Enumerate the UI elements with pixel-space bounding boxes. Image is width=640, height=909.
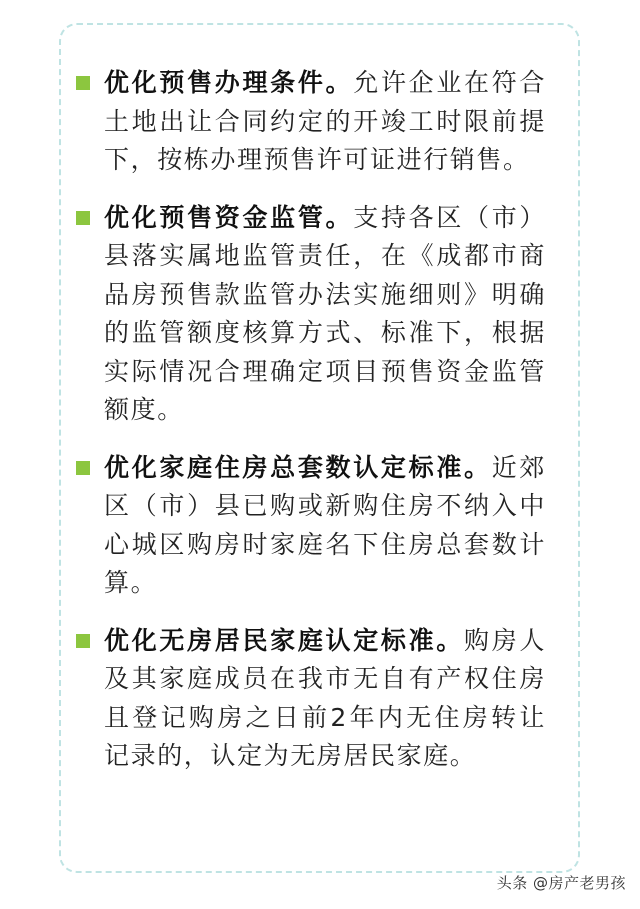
- square-bullet-icon: [76, 461, 90, 475]
- author-watermark: 头条 @房产老男孩: [496, 874, 626, 892]
- policy-item-title: 优化家庭住房总套数认定标准。: [104, 452, 492, 482]
- square-bullet-icon: [76, 634, 90, 648]
- policy-item-presale-funds: [76, 199, 546, 430]
- policy-item-housing-count: [76, 449, 546, 603]
- policy-item-body: 购房人及其家庭成员在我市无自有产权住房且登记购房之日前2年内无住房转让记录的，认定为无房居民家庭。: [104, 625, 546, 770]
- policy-item-title: 优化预售办理条件。: [104, 68, 354, 97]
- square-bullet-icon: [76, 211, 90, 225]
- policy-item-no-house-family: [76, 622, 546, 776]
- policy-item-title: 优化预售资金监管。: [104, 202, 354, 232]
- policy-item-body: 支持各区（市）县落实属地监管责任，在《成都市商品房预售款监管办法实施细则》明确的监管额度核算方式、标准下，根据实际情况合理确定项目预售资金监管额度。: [104, 202, 547, 424]
- policy-list: [76, 64, 546, 795]
- policy-item-body: 近郊区（市）县已购或新购住房不纳入中心城区购房时家庭名下住房总套数计算。: [104, 452, 546, 597]
- square-bullet-icon: [76, 76, 90, 90]
- policy-item-body: 允许企业在符合土地出让合同约定的开竣工时限前提下，按栋办理预售许可证进行销售。: [104, 68, 547, 174]
- policy-item-title: 优化无房居民家庭认定标准。: [104, 625, 464, 655]
- policy-item-presale-conditions: [76, 64, 546, 180]
